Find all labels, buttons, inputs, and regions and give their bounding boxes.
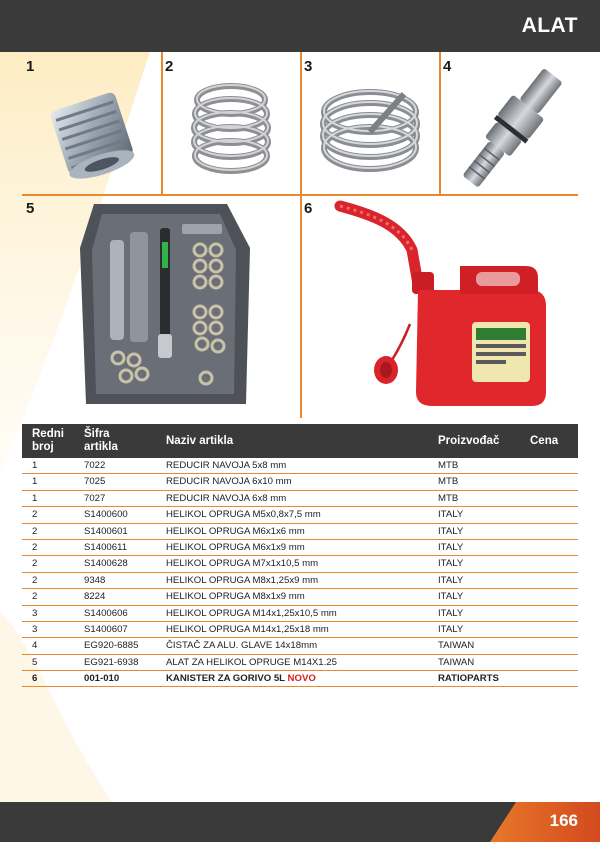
cell-redni-broj: 6: [32, 673, 38, 685]
cell-sifra: S1400600: [84, 509, 128, 521]
product-cell-3: [300, 52, 439, 194]
thread-reducer-insert-icon: [22, 52, 161, 194]
cell-redni-broj: 1: [32, 476, 38, 488]
cell-redni-broj: 3: [32, 607, 38, 619]
cell-naziv: REDUCIR NAVOJA 5x8 mm: [166, 460, 287, 471]
cell-naziv: HELIKOL OPRUGA M6x1x6 mm: [166, 525, 305, 537]
product-grid: [22, 52, 578, 418]
cell-redni-broj: 2: [32, 509, 38, 521]
cell-naziv: HELIKOL OPRUGA M5x0,8x7,5 mm: [166, 509, 321, 521]
product-number: 6: [304, 200, 313, 217]
cell-proizvodjac: TAIWAN: [438, 640, 475, 652]
cell-sifra: S1400601: [84, 525, 128, 537]
cell-proizvodjac: ITALY: [438, 623, 464, 635]
table-row: [22, 638, 578, 654]
cell-sifra: 8224: [84, 591, 106, 603]
helicoil-spring-large-icon: [300, 52, 439, 194]
cell-redni-broj: 4: [32, 640, 38, 652]
cell-proizvodjac: ITALY: [438, 607, 464, 619]
cell-redni-broj: 5: [32, 656, 38, 668]
grid-divider: [22, 194, 578, 196]
product-cell-4: [439, 52, 578, 194]
cell-proizvodjac: MTB: [438, 476, 459, 488]
cell-naziv: HELIKOL OPRUGA M8x1x9 mm: [166, 591, 305, 603]
col-redni-broj: Redni broj: [32, 428, 64, 453]
table-row: [22, 507, 578, 523]
col-proizvodjac: Proizvođač: [438, 435, 500, 447]
cell-sifra: 7022: [84, 460, 106, 471]
cell-proizvodjac: ITALY: [438, 558, 464, 570]
table-row: [22, 606, 578, 622]
product-cell-6: [300, 194, 578, 418]
grid-divider: [300, 52, 302, 418]
cell-sifra: S1400628: [84, 558, 128, 570]
page-header: [0, 0, 600, 52]
cell-naziv: REDUCIR NAVOJA 6x10 mm: [166, 476, 292, 488]
cell-redni-broj: 1: [32, 460, 38, 471]
helicoil-kit-case-icon: [22, 194, 300, 418]
product-number: 3: [304, 58, 313, 75]
table-row: [22, 589, 578, 605]
cell-proizvodjac: MTB: [438, 492, 459, 504]
helicoil-spring-icon: [161, 52, 300, 194]
table-header: [22, 424, 578, 458]
col-sifra-artikla: Šifra artikla: [84, 428, 118, 453]
cell-proizvodjac: ITALY: [438, 509, 464, 521]
table-row: [22, 474, 578, 490]
page-footer: [0, 802, 600, 842]
cell-naziv: HELIKOL OPRUGA M8x1,25x9 mm: [166, 574, 319, 586]
page-number: 166: [549, 811, 578, 830]
col-naziv-artikla: Naziv artikla: [166, 435, 234, 447]
cell-naziv: ALAT ZA HELIKOL OPRUGE M14X1.25: [166, 656, 337, 668]
cell-redni-broj: 3: [32, 623, 38, 635]
page-number-tab: [490, 802, 600, 842]
cell-proizvodjac: ITALY: [438, 525, 464, 537]
cell-sifra: 7027: [84, 492, 106, 504]
table-row: [22, 622, 578, 638]
table-row: [22, 458, 578, 474]
product-table: [22, 424, 578, 687]
table-row: [22, 573, 578, 589]
cell-redni-broj: 1: [32, 492, 38, 504]
product-cell-5: [22, 194, 300, 418]
cell-redni-broj: 2: [32, 574, 38, 586]
cell-sifra: S1400611: [84, 541, 128, 553]
cell-redni-broj: 2: [32, 541, 38, 553]
grid-divider: [161, 52, 163, 194]
table-row: [22, 524, 578, 540]
table-row: [22, 655, 578, 671]
cell-proizvodjac: MTB: [438, 460, 459, 471]
table-body: [22, 458, 578, 687]
cleaner-tool-icon: [439, 52, 578, 194]
product-number: 5: [26, 200, 35, 217]
product-number: 1: [26, 58, 35, 75]
cell-sifra: 7025: [84, 476, 106, 488]
table-row: [22, 671, 578, 687]
cell-naziv: [166, 673, 316, 684]
cell-sifra: 9348: [84, 574, 106, 586]
cell-naziv: HELIKOL OPRUGA M6x1x9 mm: [166, 541, 305, 553]
cell-redni-broj: 2: [32, 591, 38, 603]
cell-proizvodjac: ITALY: [438, 591, 464, 603]
cell-proizvodjac: RATIOPARTS: [438, 673, 499, 685]
section-title: ALAT: [521, 14, 578, 37]
cell-naziv: REDUCIR NAVOJA 6x8 mm: [166, 492, 287, 504]
product-cell-2: [161, 52, 300, 194]
cell-naziv-text: KANISTER ZA GORIVO 5L: [166, 673, 285, 685]
cell-sifra: EG921-6938: [84, 656, 139, 668]
cell-naziv: HELIKOL OPRUGA M14x1,25x10,5 mm: [166, 607, 337, 619]
cell-proizvodjac: TAIWAN: [438, 656, 475, 668]
cell-naziv: HELIKOL OPRUGA M7x1x10,5 mm: [166, 558, 319, 570]
cell-sifra: EG920-6885: [84, 640, 139, 652]
red-fuel-canister-icon: [300, 194, 578, 418]
product-number: 2: [165, 58, 174, 75]
col-cena: Cena: [530, 435, 559, 447]
grid-divider: [439, 52, 441, 194]
cell-sifra: S1400607: [84, 623, 128, 635]
product-number: 4: [443, 58, 452, 75]
product-cell-1: [22, 52, 161, 194]
novo-badge: NOVO: [287, 673, 316, 685]
cell-redni-broj: 2: [32, 558, 38, 570]
cell-naziv: ČISTAČ ZA ALU. GLAVE 14x18mm: [166, 640, 318, 652]
cell-proizvodjac: ITALY: [438, 574, 464, 586]
cell-sifra: S1400606: [84, 607, 128, 619]
cell-proizvodjac: ITALY: [438, 541, 464, 553]
cell-redni-broj: 2: [32, 525, 38, 537]
table-row: [22, 556, 578, 572]
cell-sifra: 001-010: [84, 673, 120, 685]
cell-naziv: HELIKOL OPRUGA M14x1,25x18 mm: [166, 623, 329, 635]
table-row: [22, 540, 578, 556]
table-row: [22, 491, 578, 507]
